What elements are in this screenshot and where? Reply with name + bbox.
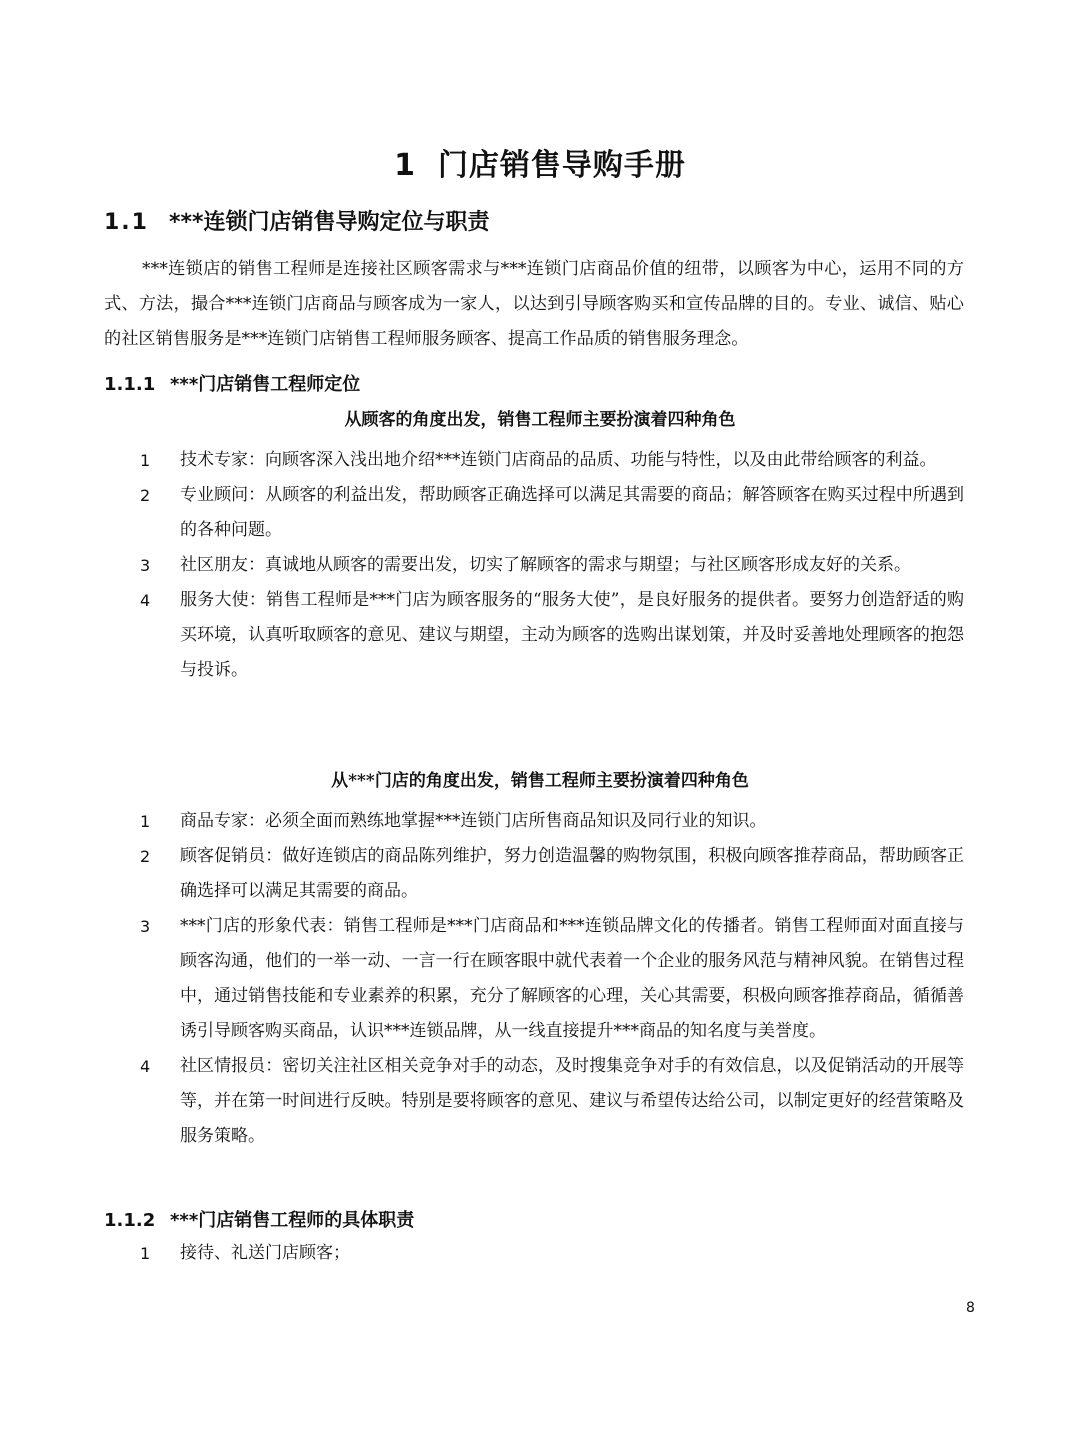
list-item <box>140 583 964 688</box>
list-item <box>140 443 964 478</box>
intro-paragraph: ***连锁店的销售工程师是连接社区顾客需求与***连锁门店商品价值的纽带，以顾客为中心，运用不同的方式、方法，撮合***连锁门店商品与顾客成为一家人，以达到引导顾客购买和宣传品牌的目的。专业、诚信、贴心的社区销售服务是***连锁门店销售工程师服务顾客、提高工作品质的销售服务理念。 <box>104 259 964 349</box>
item-text: 社区朋友：真诚地从顾客的需要出发，切实了解顾客的需求与期望；与社区顾客形成友好的关系。 <box>180 555 911 575</box>
list-item <box>140 1236 964 1271</box>
item-text: 接待、礼送门店顾客； <box>180 1243 350 1263</box>
customer-perspective-heading: 从顾客的角度出发，销售工程师主要扮演着四种角色 <box>344 410 736 430</box>
chapter-number: 1 <box>394 148 416 183</box>
list-item <box>140 1049 964 1154</box>
subsection-title: ***门店销售工程师的具体职责 <box>170 1210 415 1231</box>
item-text: 技术专家：向顾客深入浅出地介绍***连锁门店商品的品质、功能与特性，以及由此带给顾客的利益。 <box>180 450 937 470</box>
subsection-number: 1.1.1 <box>104 374 156 395</box>
page-number: 8 <box>966 1300 975 1316</box>
subsection-title: ***门店销售工程师定位 <box>170 374 361 395</box>
item-number: 3 <box>140 917 151 936</box>
list-item <box>140 804 964 839</box>
store-roles-list <box>140 804 964 1154</box>
section-number: 1.1 <box>104 210 149 235</box>
list-item <box>140 548 964 583</box>
duties-list <box>140 1236 964 1271</box>
chapter-heading <box>0 146 1080 186</box>
store-perspective-heading: 从***门店的角度出发，销售工程师主要扮演着四种角色 <box>331 771 749 791</box>
customer-roles-list <box>140 443 964 688</box>
item-text: 服务大使：销售工程师是***门店为顾客服务的“服务大使”，是良好服务的提供者。要努力创造舒适的购买环境，认真听取顾客的意见、建议与期望，主动为顾客的选购出谋划策，并及时妥善地处理顾客的抱怨与投诉。 <box>180 590 964 680</box>
item-number: 2 <box>140 486 151 505</box>
section-title: ***连锁门店销售导购定位与职责 <box>168 210 490 235</box>
item-text: 社区情报员：密切关注社区相关竞争对手的动态，及时搜集竞争对手的有效信息，以及促销活动的开展等等，并在第一时间进行反映。特别是要将顾客的意见、建议与希望传达给公司，以制定更好的经营策略及服务策略。 <box>180 1056 964 1146</box>
item-text: 商品专家：必须全面而熟练地掌握***连锁门店所售商品知识及同行业的知识。 <box>180 811 767 831</box>
chapter-title: 门店销售导购手册 <box>437 148 686 183</box>
item-text: ***门店的形象代表：销售工程师是***门店商品和***连锁品牌文化的传播者。销售工程师面对面直接与顾客沟通，他们的一举一动、一言一行在顾客眼中就代表着一个企业的服务风范与精神风貌。在销售过程中，通过销售技能和专业素养的积累，充分了解顾客的心理，关心其需要，积极向顾客推荐商品，循循善诱引导顾客购买商品，认识***连锁品牌，从一线直接提升***商品的知名度与美誉度。 <box>180 916 964 1041</box>
subsection-heading-positioning <box>104 370 360 400</box>
item-text: 专业顾问：从顾客的利益出发，帮助顾客正确选择可以满足其需要的商品；解答顾客在购买过程中所遇到的各种问题。 <box>180 485 964 540</box>
item-number: 3 <box>140 556 151 575</box>
list-item <box>140 909 964 1049</box>
item-number: 1 <box>140 1244 151 1263</box>
subsection-heading-duties <box>104 1206 414 1236</box>
item-text: 顾客促销员：做好连锁店的商品陈列维护，努力创造温馨的购物氛围，积极向顾客推荐商品，帮助顾客正确选择可以满足其需要的商品。 <box>180 846 964 901</box>
list-item <box>140 478 964 548</box>
item-number: 2 <box>140 847 151 866</box>
list-item <box>140 839 964 909</box>
item-number: 4 <box>140 591 151 610</box>
item-number: 4 <box>140 1057 151 1076</box>
item-number: 1 <box>140 812 151 831</box>
section-heading <box>104 206 490 240</box>
subsection-number: 1.1.2 <box>104 1210 156 1231</box>
item-number: 1 <box>140 451 151 470</box>
